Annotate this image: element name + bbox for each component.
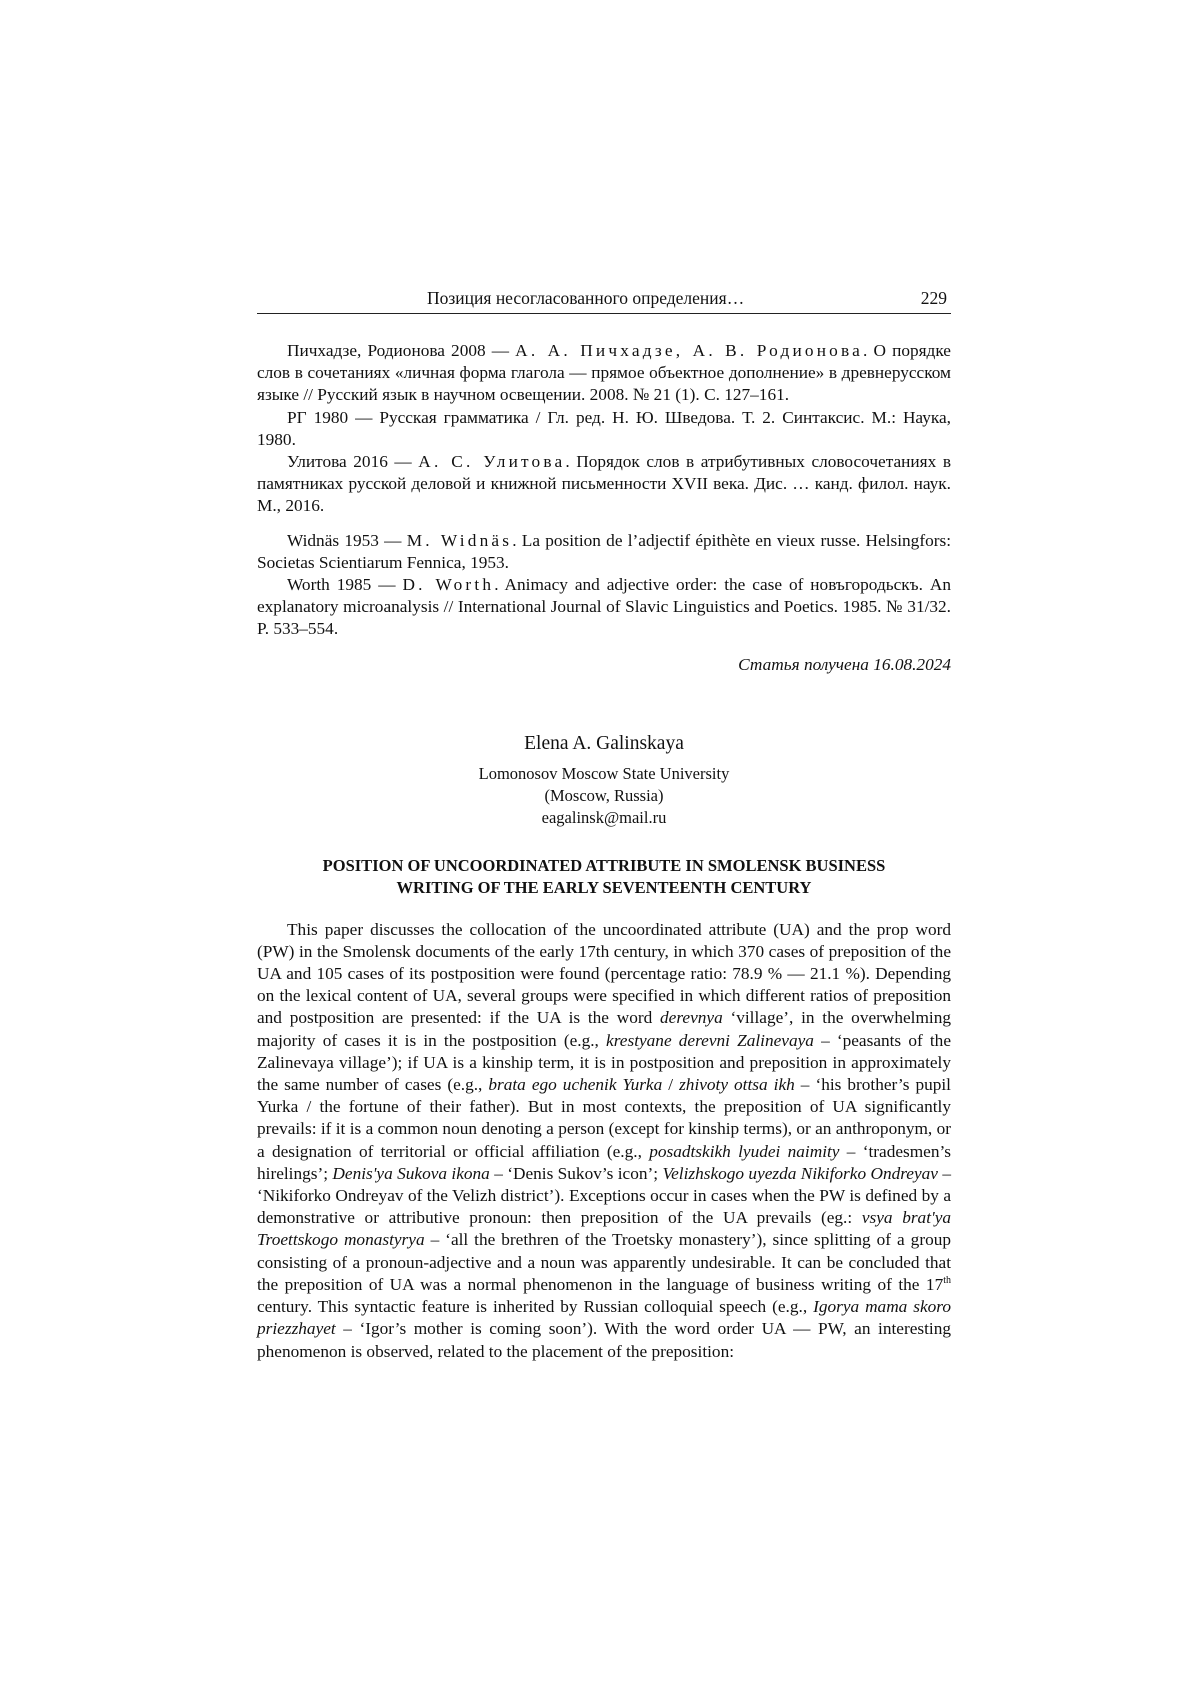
article-title-line: WRITING OF THE EARLY SEVENTEENTH CENTURY <box>396 877 812 897</box>
affiliation: Lomonosov Moscow State University <box>478 763 730 783</box>
reference-authors: А. А. Пичхадзе, А. В. Родионова <box>515 341 864 360</box>
reference-key: Улитова 2016 — <box>287 452 419 472</box>
article-title-line: POSITION OF UNCOORDINATED ATTRIBUTE IN SMOLENSK BUSINESS <box>322 855 886 875</box>
reference-authors: А. С. Улитова <box>418 452 566 472</box>
reference-key: Пичхадзе, Родионова 2008 — <box>287 341 516 360</box>
reference-authors: D. Worth <box>402 575 495 595</box>
reference-entry <box>257 530 951 574</box>
location: (Moscow, Russia) <box>544 785 664 805</box>
page-number: 229 <box>920 288 947 308</box>
reference-text: . Animacy and adjective order: the case of новъгородьскъ. An explanatory microanalysis // International Journal of Slavic Linguistics and Poetics. 1985. № 31/32. P. 533–554. <box>257 575 951 639</box>
running-head <box>257 288 951 314</box>
reference-text: . Порядок слов в атрибутивных словосочетаниях в памятниках русской деловой и книжной письменности XVII века. Дис. … канд. филол. наук. М., 2016. <box>257 452 951 516</box>
reference-text: . La position de l’adjectif épithète en vieux russe. Helsingfors: Societas Scientiarum Fennica, 1953. <box>257 530 951 572</box>
reference-text: Русская грамматика / Гл. ред. Н. Ю. Шведова. Т. 2. Синтаксис. М.: Наука, 1980. <box>257 407 951 449</box>
reference-authors: M. Widnäs <box>406 530 513 550</box>
abstract <box>257 919 951 1363</box>
reference-entry <box>257 451 951 518</box>
author-name: Elena A. Galinskaya <box>524 732 684 754</box>
reference-key: Widnäs 1953 — <box>287 530 407 550</box>
reference-entry <box>257 340 951 407</box>
article-title <box>257 855 951 899</box>
email: eagalinsk@mail.ru <box>541 807 667 827</box>
reference-text: . О порядке слов в сочетаниях «личная форма глагола — прямое объектное дополнение» в древнерусском языке // Русский язык в научном освещении. 2008. № 21 (1). С. 127–161. <box>257 341 951 405</box>
abstract-paragraph: This paper discusses the collocation of the uncoordinated attribute (UA) and the prop word (PW) in the Smolensk documents of the early 17th century, in which 370 cases of preposition of the UA and 105 cases of its postposition were found (percentage ratio: 78.9 % — 21.1 %). Depending on the lexical content of UA, several groups were specified in which different ratios of preposition and postposition are presented: if the UA is the word derevnya ‘village’, in the overwhelming majority of cases it is in the postposition (e.g., krestyane derevni Zalinevaya – ‘peasants of the Zalinevaya village’); if UA is a kinship term, it is in postposition and preposition in approximately the same number of cases (e.g., brata ego uchenik Yurka / zhivoty ottsa ikh – ‘his brother’s pupil Yurka / the fortune of their father). But in most contexts, the preposition of UA significantly prevails: if it is a common noun denoting a person (except for kinship terms), or an anthroponym, or a designation of territorial or official affiliation (e.g., posadtskikh lyudei naimity – ‘tradesmen’s hirelings’; Denis'ya Sukova ikona – ‘Denis Sukov’s icon’; Velizhskogo uyezda Nikiforko Ondreyav – ‘Nikiforko Ondreyav of the Velizh district’). Exceptions occur in cases when the PW is defined by a demonstrative or attributive pronoun: then preposition of the UA prevails (eg.: vsya brat'ya Troettskogo monastyrya – ‘all the brethren of the Troetsky monastery’), since splitting of a group consisting of a pronoun-adjective and a noun was apparently undesirable. It can be concluded that the preposition of UA was a normal phenomenon in the language of business writing of the 17th century. This syntactic feature is inherited by Russian colloquial speech (e.g., Igorya mama skoro priezzhayet – ‘Igor’s mother is coming soon’). With the word order UA — PW, an interesting phenomenon is observed, related to the placement of the preposition: <box>257 919 952 1361</box>
author-affiliation-block <box>257 763 951 829</box>
received-date: Статья получена 16.08.2024 <box>738 654 951 674</box>
reference-key: Worth 1985 — <box>287 575 403 595</box>
references <box>257 340 951 641</box>
reference-entry <box>257 407 951 451</box>
page <box>257 288 951 1363</box>
reference-entry <box>257 574 951 641</box>
running-title: Позиция несогласованного определения… <box>427 288 745 308</box>
reference-key: РГ 1980 — <box>287 407 380 427</box>
